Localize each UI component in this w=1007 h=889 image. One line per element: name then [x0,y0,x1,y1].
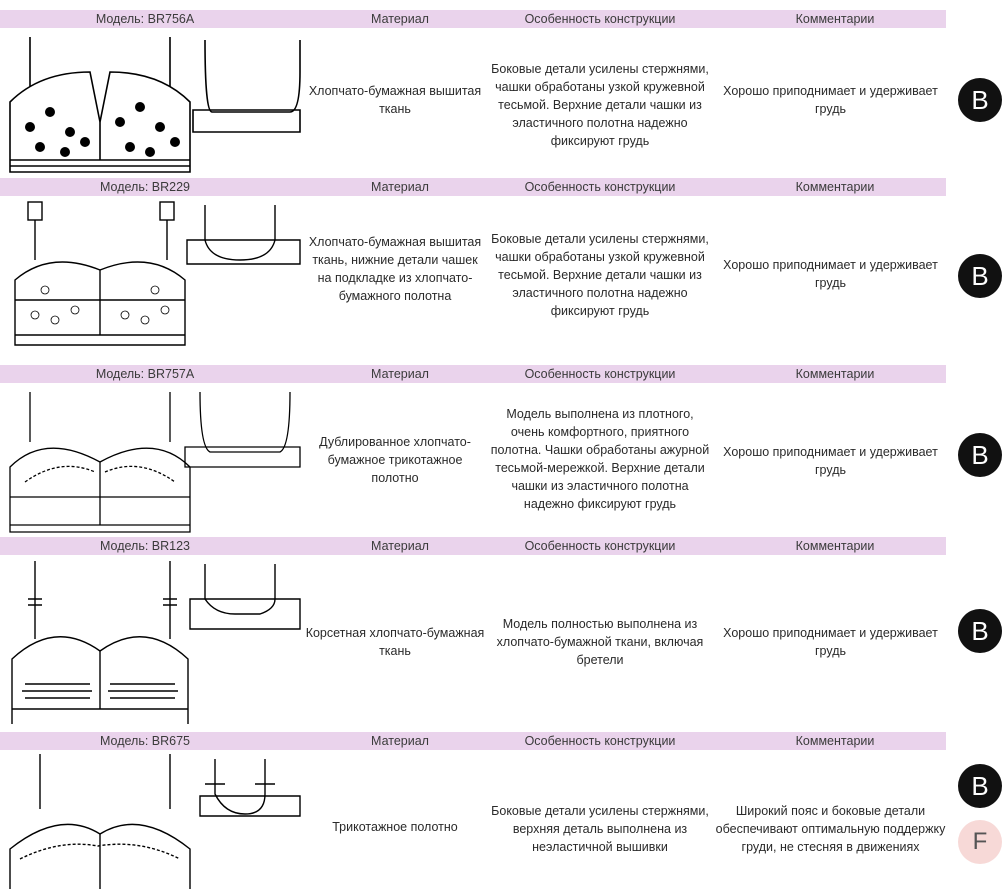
model-label: Модель: BR757A [95,367,195,381]
feature-header: Особенность конструкции [524,734,676,748]
product-row [0,732,1007,888]
comment-header: Комментарии [795,180,875,194]
size-badge: B [958,78,1002,122]
material-cell: Дублированное хлопчато-бумажное трикотажное полотно [319,435,471,485]
size-badge: F [958,820,1002,864]
feature-header: Особенность конструкции [524,539,676,553]
size-badge: B [958,254,1002,298]
feature-header: Особенность конструкции [524,367,676,381]
material-header: Материал [371,734,429,748]
product-row [0,10,1007,180]
product-sketch [0,387,310,537]
feature-cell: Боковые детали усилены стержнями, чашки обработаны узкой кружевной тесьмой. Верхние детали чашки из эластичного полотна надежно фиксируют грудь [491,232,709,318]
row-header [0,178,946,196]
size-badge: B [958,764,1002,808]
size-badge: B [958,433,1002,477]
material-header: Материал [371,539,429,553]
comment-header: Комментарии [795,367,875,381]
product-sketch [0,32,310,177]
row-header [0,10,946,28]
model-label: Модель: BR675 [99,734,191,748]
product-sketch [0,200,310,355]
material-header: Материал [371,12,429,26]
material-cell: Корсетная хлопчато-бумажная ткань [305,626,485,658]
row-header [0,732,946,750]
model-label: Модель: BR123 [99,539,191,553]
comment-header: Комментарии [795,734,875,748]
product-row [0,178,1007,368]
feature-cell: Модель выполнена из плотного, очень комфортного, приятного полотна. Чашки обработаны ажурной тесьмой-мережкой. Верхние детали чашки из эластичного полотна надежно фиксируют грудь [490,407,710,511]
model-label: Модель: BR756A [95,12,195,26]
comment-header: Комментарии [795,12,875,26]
row-header [0,365,946,383]
model-label: Модель: BR229 [99,180,191,194]
feature-cell: Модель полностью выполнена из хлопчато-бумажной ткани, включая бретели [496,617,704,667]
comment-cell: Хорошо приподнимает и удерживает грудь [723,84,938,116]
feature-cell: Боковые детали усилены стержнями, чашки обработаны узкой кружевной тесьмой. Верхние детали чашки из эластичного полотна надежно фиксируют грудь [491,62,709,148]
feature-header: Особенность конструкции [524,12,676,26]
product-sketch [0,754,310,889]
product-sketch [0,559,310,724]
size-badge: B [958,609,1002,653]
feature-header: Особенность конструкции [524,180,676,194]
material-cell: Хлопчато-бумажная вышитая ткань [308,84,482,116]
material-header: Материал [371,367,429,381]
row-header [0,537,946,555]
comment-cell: Широкий пояс и боковые детали обеспечивают оптимальную поддержку груди, не стесняя в движениях [715,804,946,854]
comment-cell: Хорошо приподнимает и удерживает грудь [723,258,938,290]
feature-cell: Боковые детали усилены стержнями, верхняя деталь выполнена из неэластичной вышивки [491,804,709,854]
material-cell: Трикотажное полотно [332,820,458,834]
comment-cell: Хорошо приподнимает и удерживает грудь [723,445,938,477]
material-cell: Хлопчато-бумажная вышитая ткань, нижние детали чашек на подкладке из хлопчато-бумажного полотна [308,235,482,303]
comment-cell: Хорошо приподнимает и удерживает грудь [723,626,938,658]
material-header: Материал [371,180,429,194]
product-row [0,365,1007,540]
comment-header: Комментарии [795,539,875,553]
product-row [0,537,1007,732]
